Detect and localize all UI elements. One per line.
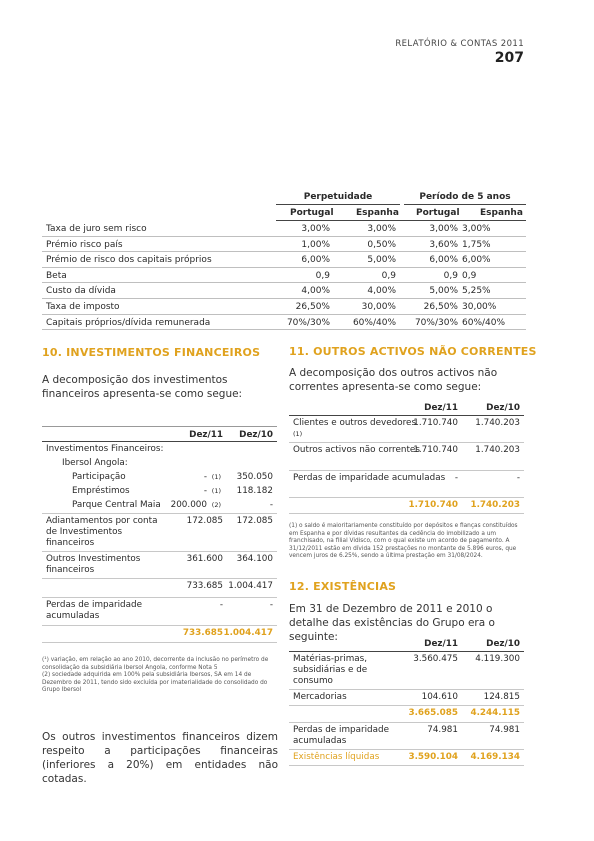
table-row [289,652,524,690]
row-label-text: Perdas de imparidade acumuladas [293,473,446,483]
table-row [42,442,277,456]
table-row [42,315,526,331]
row-label: Taxa de imposto [46,301,120,312]
col-header: Dez/11 [424,639,458,649]
table-row [42,456,277,470]
cell-value: 361.600 [186,554,223,564]
cell-value: 26,50% [423,301,458,312]
row-label: Taxa de juro sem risco [46,224,147,234]
cell-value: - [269,600,273,610]
cell-value: 30,00% [462,301,497,312]
cell-value: 60%/40% [352,317,396,328]
cell-value: 733.685 [186,581,223,591]
cell-value: 0,9 [381,270,396,281]
column-headers [276,206,526,221]
cell-value: 3,00% [462,224,491,234]
cell-value: 5,00% [367,255,396,266]
cell-value: - [516,473,520,483]
cell-value: 104.610 [421,692,458,702]
row-label: Capitais próprios/dívida remunerada [46,317,211,328]
cell-value: 1.004.417 [223,628,273,638]
page-header [395,39,524,66]
cell-value: 26,50% [295,301,330,312]
cell-value: 3.590.104 [408,752,458,762]
cell-value: 364.100 [236,554,273,564]
cell-value: 3,60% [429,239,458,250]
table-row [289,706,524,723]
group-header-perpetuidade: Perpetuidade [276,192,400,205]
note-marker: (2) [211,501,221,509]
table-row [42,470,277,484]
cell-value: 4,00% [367,286,396,297]
note-marker: (1) [293,430,303,438]
table-row [289,690,524,706]
col-header: Espanha [480,208,523,218]
col-header: Portugal [290,208,334,218]
section-11-title: 11. OUTROS ACTIVOS NÃO CORRENTES [289,345,537,358]
footnote-1: (¹) variação, em relação ao ano 2010, decorrente da inclusão no perímetro de consolidação da subsidiária Ibersol Angola, conforme Nota 5 [42,657,269,671]
row-label: Outros Investimentos financeiros [46,554,141,575]
row-label: Mercadorias [293,692,347,702]
section-10-closing: Os outros investimentos financeiros dizem respeito a participações financeiras (inferiores a 20%) em entidades não cotadas. [42,731,278,785]
table-row [42,626,277,643]
note-marker: (1) [211,473,221,481]
cell-value: 4.169.134 [470,752,520,762]
table-row [42,237,526,253]
table-row [42,268,526,284]
table-row [289,498,524,514]
col-header: Espanha [356,208,399,218]
cell-value: 200.000 [170,500,207,510]
table-row [42,299,526,315]
table-row [289,723,524,750]
row-label: Prémio de risco dos capitais próprios [46,255,212,266]
cell-value: 1.004.417 [228,581,273,591]
cell-value: 1,00% [301,239,330,250]
page-number: 207 [494,50,524,66]
row-label-text: Clientes e outros devedores [293,418,417,428]
cell-value: 70%/30% [414,317,458,328]
row-label [293,418,417,440]
row-label: Custo da dívida [46,286,116,297]
cell-value: 1.710.740 [408,500,458,510]
cell-value: 5,25% [462,286,491,297]
row-label: Perdas de imparidade acumuladas [293,725,390,746]
row-label: Perdas de imparidade acumuladas [46,600,143,621]
table-row [42,498,277,514]
section-10-title: 10. INVESTIMENTOS FINANCEIROS [42,346,261,359]
cell-value: 1.740.203 [475,445,520,455]
table-row [42,221,526,237]
cell-value: 1.710.740 [413,418,458,428]
row-label: Investimentos Financeiros: [46,444,164,454]
row-label: Beta [46,270,67,281]
col-header: Dez/11 [189,430,223,440]
cell-value: - [219,600,223,610]
cell-value: 6,00% [462,255,491,266]
cell-value: 124.815 [483,692,520,702]
table-row [42,514,277,552]
row-label [293,473,446,484]
cell-value: 350.050 [236,472,273,482]
table-row [289,750,524,766]
cell-value: 118.182 [236,486,273,496]
existencias-table [289,636,524,766]
row-label: Ibersol Angola: [62,458,128,468]
cell-value: 733.685 [182,628,223,638]
table-row [42,484,277,498]
cell-value: 3,00% [429,224,458,234]
row-label: Matérias-primas, subsidiárias e de consumo [293,654,368,686]
cell-value: 30,00% [361,301,396,312]
cell-value: 6,00% [429,255,458,266]
cell-value: 0,9 [443,270,458,281]
cell-value: 60%/40% [462,317,506,328]
cell-value: 74.981 [427,725,458,735]
row-label: Participação [72,472,126,482]
cell-value: 1.710.740 [413,445,458,455]
cell-value: - [454,473,458,483]
row-label: Adiantamentos por conta de Investimentos financeiros [46,516,158,548]
cell-value: 0,9 [315,270,330,281]
col-header: Portugal [416,208,460,218]
cell-value: 70%/30% [286,317,330,328]
table-row [289,443,524,471]
col-header: Dez/11 [424,403,458,413]
cell-value: 172.085 [186,516,223,526]
cell-value: 1.740.203 [475,418,520,428]
cell-value: 5,00% [429,286,458,297]
row-label: Empréstimos [72,486,130,496]
group-header-5-anos: Período de 5 anos [404,192,526,205]
outros-activos-table [289,400,524,514]
cell-value: 3.665.085 [408,708,458,718]
cell-value: 3,00% [367,224,396,234]
cell-value: 4.119.300 [475,654,520,664]
footnote-2: (2) sociedade adquirida em 100% pela subsidiária Ibersos, SA em 14 de Dezembro de 2011, tendo sido excluída por imaterialidade do consolidado do Grupo Ibersol [42,672,268,694]
table-row [42,252,526,268]
table-row [42,579,277,598]
row-label: Existências líquidas [293,752,380,762]
cell-value: 1,75% [462,239,491,250]
footnote: (1) o saldo é maioritariamente constituído por depósitos e fianças constituídos em Espanha e por dívidas resultantes da cedência do imobilizado a um franchisado, na filial Vidisco, com o qual existe um acordo de pagamento. A 31/12/2011 estão em dívida 152 prestações no montante de 5.896 euros, que vencem juros de 6.25%, sendo a última prestação em 31/08/2024. [289,523,518,560]
table-row [42,598,277,626]
section-12-title: 12. EXISTÊNCIAS [289,580,397,593]
cell-value: 1.740.203 [470,500,520,510]
investimentos-financeiros-table [42,426,277,643]
cell-value: - [203,472,207,482]
row-label-text: Outros activos não correntes [293,445,420,455]
cell-value: 172.085 [236,516,273,526]
col-header: Dez/10 [486,639,520,649]
row-label: Prémio risco país [46,239,123,250]
wacc-assumptions-table [42,190,526,330]
section-11-intro: A decomposição dos outros activos não correntes apresenta-se como segue: [289,367,498,393]
row-label: Parque Central Maia [72,500,161,510]
section-10-intro: A decomposição dos investimentos financeiros apresenta-se como segue: [42,374,243,400]
table-row [289,471,524,498]
row-label [293,445,420,456]
table-row [289,416,524,443]
footnote [42,657,278,695]
cell-value: - [203,486,207,496]
cell-value: 4.244.115 [470,708,520,718]
cell-value: 0,50% [367,239,396,250]
col-header: Dez/10 [486,403,520,413]
cell-value: 0,9 [462,270,477,281]
report-title: RELATÓRIO & CONTAS 2011 [395,39,524,49]
table-row [42,283,526,299]
cell-value: 4,00% [301,286,330,297]
cell-value: 74.981 [489,725,520,735]
cell-value: 3.560.475 [413,654,458,664]
cell-value: 6,00% [301,255,330,266]
cell-value: - [269,500,273,510]
section-12-intro: Em 31 de Dezembro de 2011 e 2010 o detalhe das existências do Grupo era o seguinte: [289,603,495,643]
cell-value: 3,00% [301,224,330,234]
col-header: Dez/10 [239,430,273,440]
note-marker: (1) [211,487,221,495]
table-row [42,552,277,579]
